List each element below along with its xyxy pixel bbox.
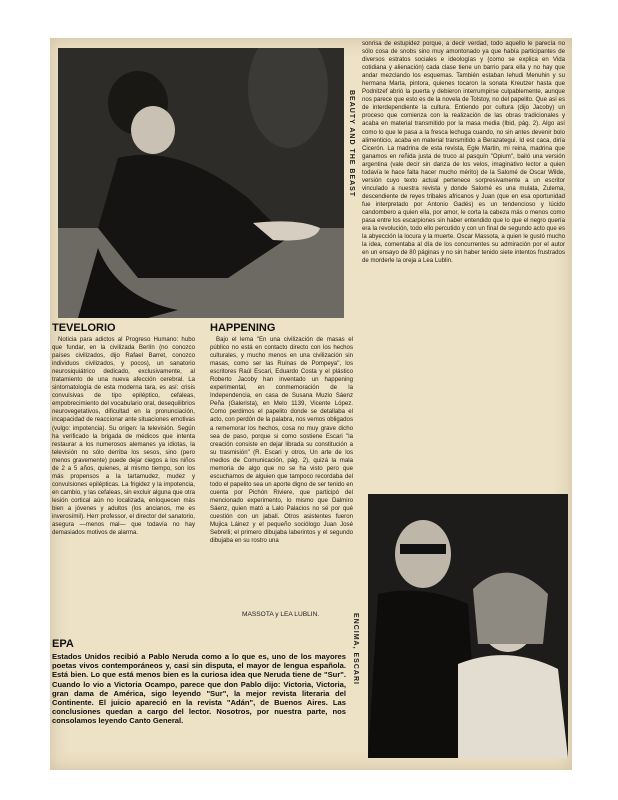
couple-photo [368,494,568,758]
photo1-caption: BEAUTY AND THE BEAST [348,90,355,198]
woman-dancing-illustration [58,48,344,318]
velorio-paragraph: Noticia para adictos al Progreso Humano: hubo que fundar, en la civilizada Berlín (no conozco países civilizados, dijo Rafael Barret, conozco individuos civilizados, y pocos), un sanatorio neurosiquiátrico dedicado, exclusivamente, al tratamiento de una nueva afección cerebral. La sintomatología de esta moderna tara, es así: crisis convulsivas de tipo epiléptico, cefaleas, empobrecimiento del vocabulario oral, desequilibrios neurovegetativos, dificultad en la pronunciación, incapacidad de reaccionar ante situaciones emotivas (vulgo: impotencia). Su origen: la televisión. Según ha verificado la brigada de médicos que intenta restaurar a los numerosos alemanes ya idiotas, la televisión no sólo derriba los sesos, sino (pero menos gravemente) puede dejar ciegos a los niños de 2 a 5 años, quienes, al mismo tiempo, son los más propensos a la tartamudez, mudez y convulsiones epilépticas. La frigidez y la impotencia, en cambio, y las cefaleas, sin excluir alguna que otra lesión cortical aún no localizada, enloquecen más bien a jóvenes y adultos (los ancianos, me es inverosímil). Herr professor, el director del sanatorio, asegura —menos mal— que todavía no hay demasiados motivos de alarma. [52,336,195,537]
epa-heading: EPA [52,638,74,650]
photo2-caption: ENCIMA, ESCARI [352,613,359,685]
magazine-page [50,38,572,770]
velorio-heading: TEVELORIO [52,322,116,334]
happening-heading: HAPPENING [210,322,276,334]
couple-illustration [368,494,568,758]
woman-dancing-photo [58,48,344,318]
right-column-text [362,40,565,265]
happening-paragraph: Bajo el lema "En una civilización de masas el público no está en contacto directo con los hechos culturales, y mucho menos en una civilización sin masas, como ser las Ruinas de Pompeya", los escritores Raúl Escari, Eduardo Costa y el plástico Roberto Jacoby han inventado un happening experimental, en conmemoración de la Independencia, en casa de Susana Muzio Sáenz Peña (Galerista), en Melo 1139, Vicente López. Como perdimos el papelito donde se detallaba el acto, con perdón de la palabra, nos vemos obligados a rememorar los hechos, cosa no muy grave dicho sea de paso, porque si como sostiene Escari "la creación consiste en dejar librada su constitución a su trasmisión" (R. Escari y otros, Un arte de los medios de Comunicación, pág. 2), quizá la mala memoria de algo que no se ha visto pero que escuchamos de alguien que tampoco recordaba del todo el papelito sea un aporte digno de ser tenido en cuenta por Pichón Riviere, que participó del mencionado experimento, lo mismo que Dalmiro Sáenz, quien mató a Lalo Palacios no sé por qué cuestión con un jabalí. Otros asistentes fueron Mujica Láinez y el pequeño sociólogo Juan José Sebrelli; el primero dibujaba laberintos y el segundo dibujaba en su rostro una [210,336,353,545]
right-column-paragraph: sonrisa de estupidez porque, a decir verdad, todo aquello le parecía no sólo cosa de snobs sino muy amontonado ya que había participantes de diversos estratos sociales e ideologías y (como se explica en Vida cotidiana y alienación) cada clase tiene un barrio para ella y no hay que andar mezclando los esquemas. También estaban Iehudi Menuhin y su hermana Marta, pintora, quienes tocaron la sonata Kreutzer hasta que Podnitzef abrió la puerta y debieron interrumpirse culpablemente, aunque nos parece que esto es de la novela de Tolstoy, no del papelito. Que así es de interdependiente la cultura. Entiendo por cultura (dijo Jacoby) un proceso que comienza con la realización de las obras tradicionales y acaba en material transmitido por la masa media (Ibid, pág. 2). Algo así como lo que le pasa a la fresca lechuga cuando, no sin antes devenir bolo alimenticio, acaba en material transmitido a Berazategui. Id est caca, diría Cicerón. La madrina de esta revista, Egle Martin, mi reina, madrina que ganamos en reñida justa de truco al pasquín "Opium", bailó una versión argentina (vale decir sin danza de los velos, imaginativo lector a quien todavía le hace falta hacer mucho mérito) de la Salomé de Oscar Wilde, versión cuyo texto actual pertenece sorpresivamente a un escritor vinculado a nuestra revista y donde Salomé es una mulata, Zulema, descendiente de reyes tribales africanos y Juan (que en esa oportunidad fue interpretado por Antonio Gadés) es un tendencioso y lúcido candombero a quien ella, por amor, le corta la cabeza más o menos como pasa entre los escarpiones sin haber entendido que lo que el negro quería era la revolución, todo ello percutido y con un final de segundo acto que es la abyección la locura y la muerte. Oscar Massota, a quien le gustó mucho la idea, comentaba al día de los concurrentes su admiración por el autor en un ensayo de 80 páginas y no sin haber tenido siete intentos frustrados de morderle la oreja a Lea Lublin. [362,40,565,265]
happening-text [210,336,353,545]
epa-paragraph: Estados Unidos recibió a Pablo Neruda como a lo que es, uno de los mayores poetas vivos contemporáneos y, casi sin disputa, el mayor de lengua española. Está bien. Lo que está menos bien es la curiosa idea que Neruda tiene de "Sur". Cuando lo vio a Victoria Ocampo, parece que don Pablo dijo: Victoria, Victoria, gran dama de América, sigo leyendo "Sur", la mejor revista literaria del Continente. El juicio apareció en la revista "Adán", de Buenos Aires. Las conclusiones quedan a cargo del lector. Nosotros, por nuestra parte, nos consolamos leyendo Canto General. [52,652,346,726]
velorio-text [52,336,195,537]
happening-signature: MASSOTA y LEA LUBLIN. [242,611,320,618]
epa-text [52,652,346,726]
